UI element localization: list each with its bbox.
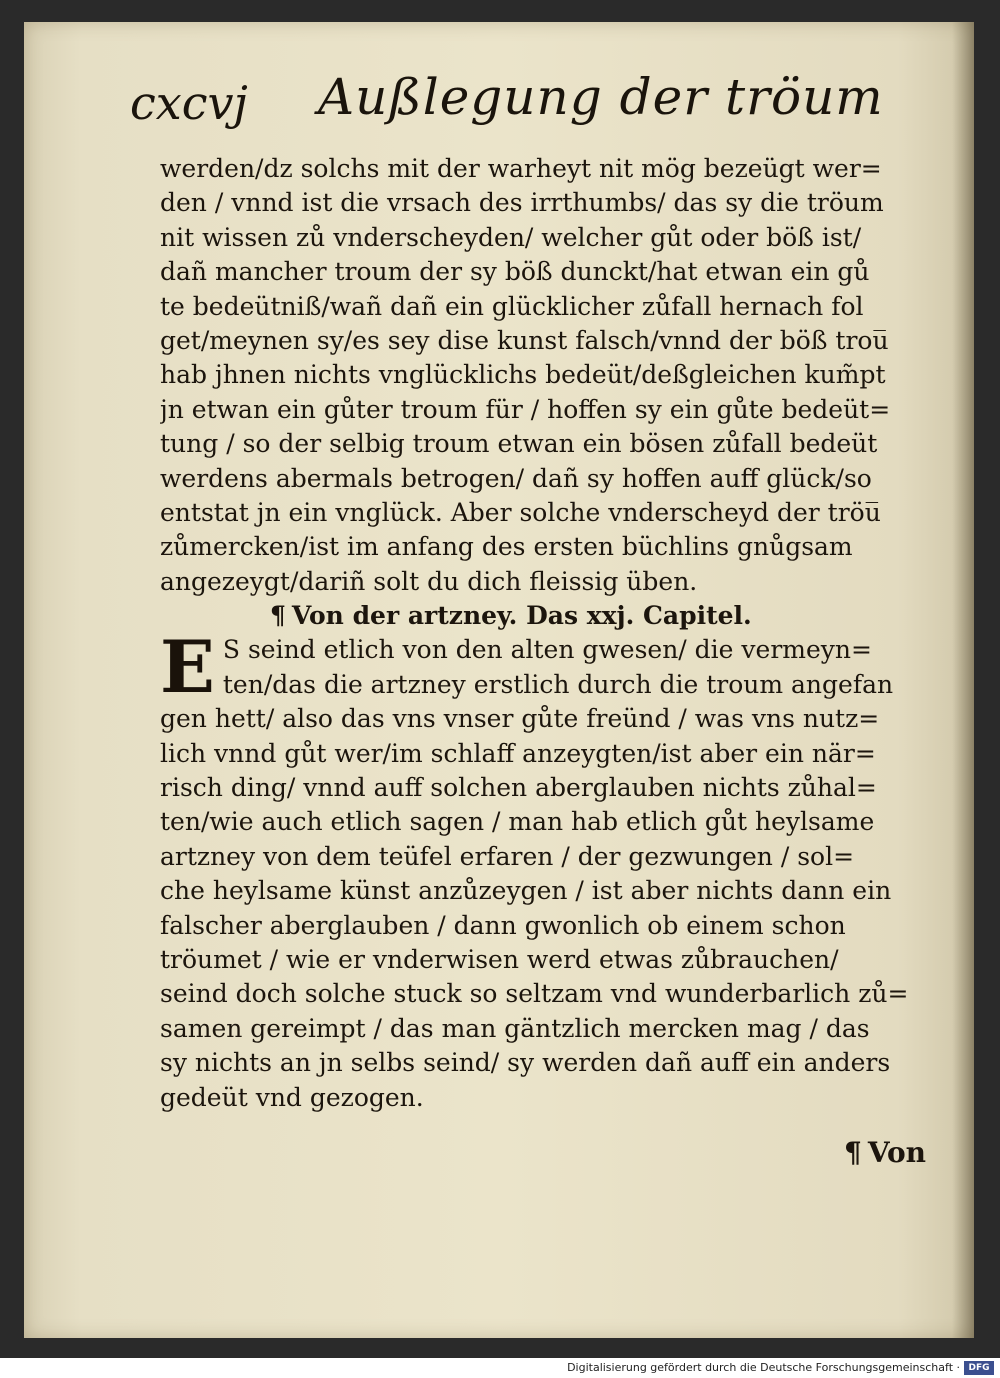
text-line: seind doch solche stuck so seltzam vnd wunderbarlich zů=	[160, 979, 909, 1009]
chapter-heading	[160, 599, 930, 633]
drop-initial: E	[160, 624, 215, 710]
text-line: zůmercken/ist im anfang des ersten büchlins gnůgsam	[160, 532, 853, 562]
catchword-text: Von	[867, 1136, 926, 1169]
text-line: ten/das die artzney erstlich durch die troum angefan	[222, 669, 894, 699]
text-line: artzney von dem teüfel erfaren / der gezwungen / sol=	[160, 841, 855, 871]
funding-credit: Digitalisierung gefördert durch die Deutsche Forschungsgemeinschaft ·	[567, 1361, 960, 1374]
text-line: ten/wie auch etlich sagen / man hab etlich gůt heylsame	[160, 807, 875, 837]
text-line: den / vnnd ist die vrsach des irrthumbs/ das sy die tröum	[160, 188, 884, 218]
text-line: get/meynen sy/es sey dise kunst falsch/vnnd der böß trou̅	[160, 325, 889, 355]
page-gutter-shadow	[952, 22, 974, 1338]
text-line: tröumet / wie er vnderwisen werd etwas zůbrauchen/	[160, 944, 839, 974]
text-line: hab jhnen nichts vnglücklichs bedeüt/deßgleichen kum̃pt	[160, 360, 886, 390]
text-line: lich vnnd gůt wer/im schlaff anzeygten/ist aber ein när=	[160, 738, 876, 768]
paragraph-2	[160, 624, 930, 1114]
dfg-logo[interactable]: DFG	[964, 1361, 994, 1375]
text-line: sy nichts an jn selbs seind/ sy werden dañ auff ein anders	[160, 1048, 891, 1078]
text-block	[160, 152, 930, 1115]
running-title: Außlegung der tröum	[318, 68, 884, 126]
text-line: werden/dz solchs mit der warheyt nit mög bezeügt wer=	[160, 154, 882, 183]
text-line: risch ding/ vnnd auff solchen aberglauben nichts zůhal=	[160, 773, 877, 803]
text-line: che heylsame künst anzůzeygen / ist aber nichts dann ein	[160, 876, 892, 906]
text-line: entstat jn ein vnglück. Aber solche vnderscheyd der tröu̅	[160, 497, 881, 527]
text-line: angezeygt/dariñ solt du dich fleissig üben.	[160, 566, 698, 596]
text-line: dañ mancher troum der sy böß dunckt/hat etwan ein gů	[160, 257, 870, 287]
text-line: S seind etlich von den alten gwesen/ die vermeyn=	[222, 635, 872, 665]
text-line: te bedeütniß/wañ dañ ein glücklicher zůfall hernach fol	[160, 291, 864, 321]
text-line: jn etwan ein gůter troum für / hoffen sy ein gůte bedeüt=	[160, 394, 891, 424]
folio-number: cxcvj	[130, 76, 248, 130]
text-line: falscher aberglauben / dann gwonlich ob einem schon	[160, 910, 846, 940]
page-header	[130, 68, 890, 138]
text-line: gen hett/ also das vns vnser gůte freünd / was vns nutz=	[160, 704, 880, 734]
text-line: werdens abermals betrogen/ dañ sy hoffen auff glück/so	[160, 463, 872, 493]
pilcrow-mark: ¶	[843, 1136, 862, 1169]
pilcrow-mark: ¶	[270, 601, 286, 631]
text-line: gedeüt vnd gezogen.	[160, 1082, 424, 1112]
text-line: nit wissen zů vnderscheyden/ welcher gůt oder böß ist/	[160, 222, 862, 252]
text-line: tung / so der selbig troum etwan ein bösen zůfall bedeüt	[160, 429, 878, 459]
paragraph-1	[160, 152, 930, 599]
catchword	[844, 1136, 926, 1169]
text-line: samen gereimpt / das man gäntzlich mercken mag / das	[160, 1013, 870, 1043]
chapter-heading-text: Von der artzney. Das xxj. Capitel.	[291, 601, 752, 631]
